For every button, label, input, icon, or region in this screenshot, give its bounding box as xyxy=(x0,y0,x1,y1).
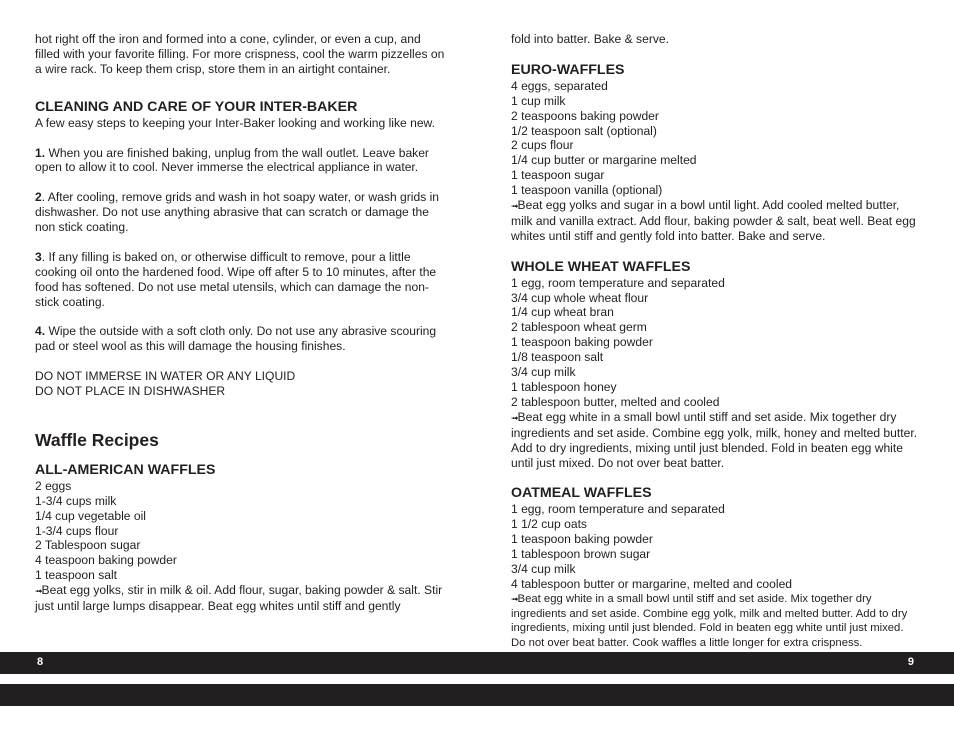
all-american-ingredients xyxy=(35,479,447,583)
ingredient-line: 1/4 cup butter or margarine melted xyxy=(511,153,697,168)
ingredient-line: 1/4 cup wheat bran xyxy=(511,305,614,320)
footer-bar xyxy=(0,652,954,674)
ingredient-line: 3/4 cup milk xyxy=(511,365,576,380)
ingredient-line: 2 Tablespoon sugar xyxy=(35,538,141,553)
left-page-column xyxy=(35,32,447,614)
ingredient-line: 1-3/4 cups flour xyxy=(35,523,119,538)
bottom-bar xyxy=(0,684,954,706)
whole-wheat-heading: WHOLE WHEAT WAFFLES xyxy=(511,258,691,275)
ingredient-line: 1 teaspoon vanilla (optional) xyxy=(511,183,663,198)
ingredient-line: 1 tablespoon honey xyxy=(511,380,617,394)
ingredient-line: 1 egg, room temperature and separated xyxy=(511,502,725,517)
ingredient-line: 1/2 teaspoon salt (optional) xyxy=(511,123,657,138)
ingredient-line: 1-3/4 cups milk xyxy=(35,493,117,508)
oatmeal-heading: OATMEAL WAFFLES xyxy=(511,485,652,502)
all-american-method: ➟Beat egg yolks, stir in milk & oil. Add flour, sugar, baking powder & salt. Stir just until large lumps disappear. Beat egg whites until stiff and gently xyxy=(35,583,443,614)
arrow-icon: ➟ xyxy=(511,201,518,212)
step-text: . If any filling is baked on, or otherwise difficult to remove, pour a little cooking oil onto the hardened food. Wipe off after 5 to 10 minutes, after the food has softened. Do not use metal utensils, which can damage the non-stick coating. xyxy=(35,249,437,309)
warning-immerse: DO NOT IMMERSE IN WATER OR ANY LIQUID xyxy=(35,369,296,384)
cleaning-step-4 xyxy=(35,324,447,354)
ingredient-line: 2 teaspoons baking powder xyxy=(511,108,659,123)
page-number-left: 8 xyxy=(37,656,44,668)
ingredient-line: 2 tablespoon butter, melted and cooled xyxy=(511,394,720,409)
whole-wheat-method: ➟Beat egg white in a small bowl until stiff and set aside. Mix together dry ingredients and set aside. Combine egg yolk, milk, honey and melted butter. Add to dry ingredients, mixing until just blended. Fold in beaten egg white until just mixed. Do not over beat batter. xyxy=(511,409,918,470)
intro-paragraph: hot right off the iron and formed into a cone, cylinder, or even a cup, and filled with your favorite filling. For more crispness, cool the warm pizzelles on a wire rack. To keep them crisp, store them in an airtight container. xyxy=(35,32,445,76)
cleaning-step-2 xyxy=(35,190,447,235)
ingredient-line: 4 eggs, separated xyxy=(511,78,608,93)
ingredient-line: 1 teaspoon sugar xyxy=(511,168,605,183)
page-number-right: 9 xyxy=(907,656,914,668)
oatmeal-method: ➟Beat egg white in a small bowl until stiff and set aside. Mix together dry ingredients and set aside. Combine egg yolk, milk and melted butter. Add to dry ingredients, mixing until just blended. Fold in beaten egg white until just mixed. Do not over beat batter. Cook waffles a little longer for extra crispness. xyxy=(511,592,908,650)
arrow-icon: ➟ xyxy=(35,586,42,597)
ingredient-line: 2 cups flour xyxy=(511,138,574,153)
ingredient-line: 1 teaspoon baking powder xyxy=(511,335,653,350)
ingredient-line: 1 egg, room temperature and separated xyxy=(511,275,725,290)
whole-wheat-ingredients xyxy=(511,276,921,410)
waffle-recipes-title: Waffle Recipes xyxy=(35,429,159,450)
step-number: 3 xyxy=(35,249,42,264)
ingredient-line: 2 eggs xyxy=(35,478,72,493)
euro-waffles-heading: EURO-WAFFLES xyxy=(511,61,625,78)
right-page-column xyxy=(511,32,921,651)
cleaning-heading: CLEANING AND CARE OF YOUR INTER-BAKER xyxy=(35,98,358,115)
step-number: 4. xyxy=(35,324,46,339)
cleaning-step-1 xyxy=(35,146,447,176)
step-text: Wipe the outside with a soft cloth only. Do not use any abrasive scouring pad or steel wool as this will damage the housing finishes. xyxy=(35,324,437,354)
step-text: . After cooling, remove grids and wash in hot soapy water, or wash grids in dishwasher. Do not use anything abrasive that can scratch or damage the non stick coating. xyxy=(35,190,440,235)
ingredient-line: 3/4 cup whole wheat flour xyxy=(511,290,649,305)
arrow-icon: ➟ xyxy=(511,412,518,423)
oatmeal-ingredients xyxy=(511,502,921,591)
step-number: 1. xyxy=(35,145,46,160)
ingredient-line: 1/8 teaspoon salt xyxy=(511,350,604,365)
cleaning-intro: A few easy steps to keeping your Inter-Baker looking and working like new. xyxy=(35,115,435,130)
cleaning-step-3 xyxy=(35,250,447,310)
step-text: When you are finished baking, unplug from the wall outlet. Leave baker open to allow it to cool. Never immerse the electrical appliance in water. xyxy=(35,145,429,175)
ingredient-line: 1 teaspoon salt xyxy=(35,568,118,583)
euro-waffles-method: ➟Beat egg yolks and sugar in a bowl until light. Add cooled melted butter, milk and vanilla extract. Add flour, baking powder & salt, beat well. Beat egg whites until stiff and gently fold into batter. Bake and serve. xyxy=(511,198,916,243)
euro-waffles-ingredients xyxy=(511,79,921,198)
ingredient-line: 1 cup milk xyxy=(511,93,566,108)
ingredient-line: 1 teaspoon baking powder xyxy=(511,532,653,547)
ingredient-line: 1 tablespoon brown sugar xyxy=(511,547,651,562)
ingredient-line: 4 teaspoon baking powder xyxy=(35,553,177,568)
ingredient-line: 3/4 cup milk xyxy=(511,561,576,576)
continued-text: fold into batter. Bake & serve. xyxy=(511,32,669,46)
arrow-icon: ➟ xyxy=(511,593,518,604)
ingredient-line: 4 tablespoon butter or margarine, melted and cooled xyxy=(511,576,793,591)
ingredient-line: 2 tablespoon wheat germ xyxy=(511,320,647,335)
step-number: 2 xyxy=(35,190,42,205)
all-american-heading: ALL-AMERICAN WAFFLES xyxy=(35,461,216,478)
ingredient-line: 1/4 cup vegetable oil xyxy=(35,508,146,523)
warning-dishwasher: DO NOT PLACE IN DISHWASHER xyxy=(35,383,226,398)
ingredient-line: 1 1/2 cup oats xyxy=(511,517,587,532)
